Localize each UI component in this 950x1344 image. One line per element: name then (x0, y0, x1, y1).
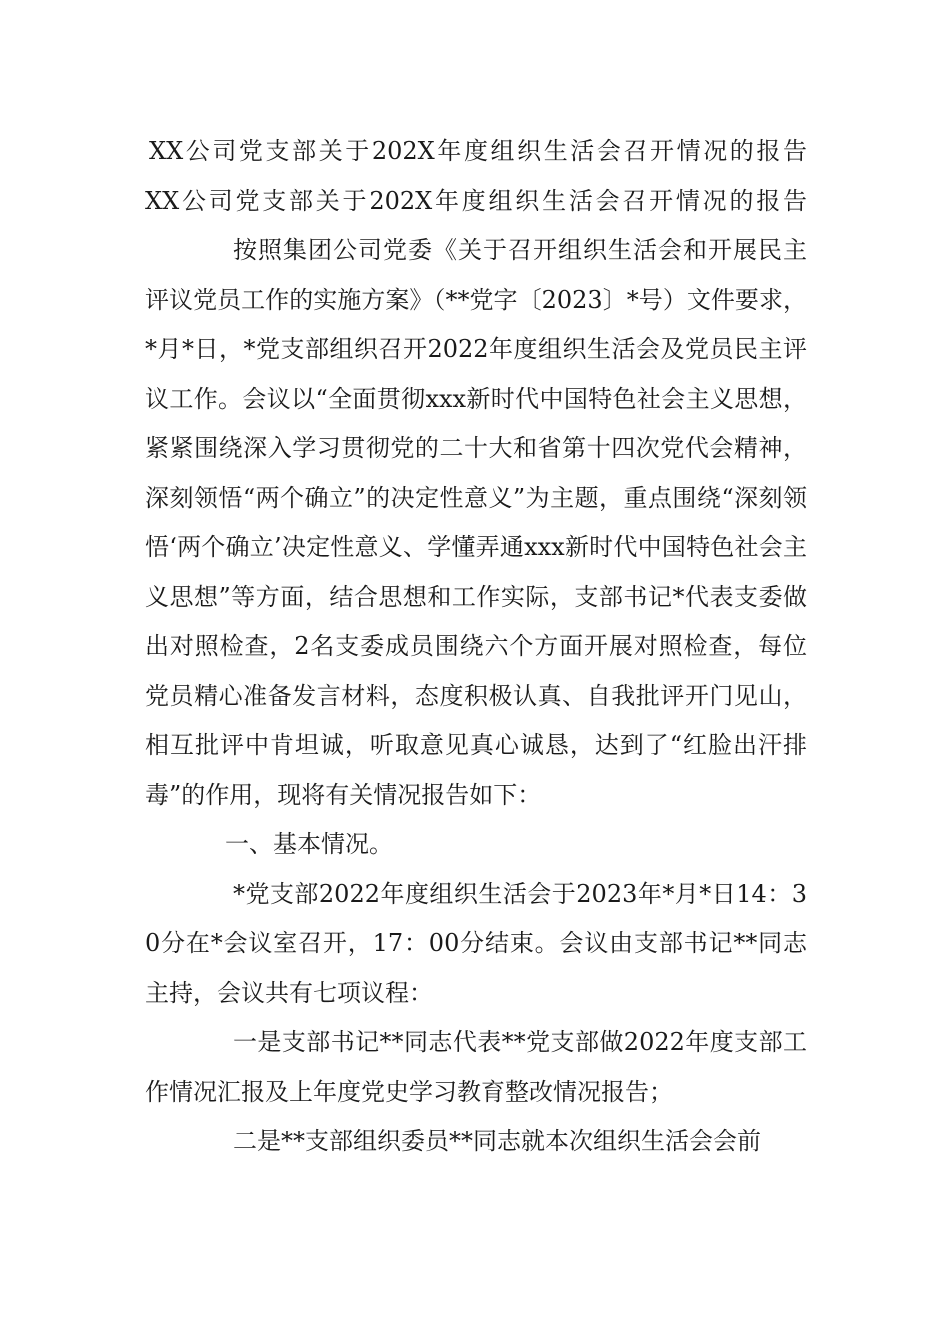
document-title: XX公司党支部关于202X年度组织生活会召开情况的报告 (149, 137, 807, 165)
paragraph-intro: 按照集团公司党委《关于召开组织生活会和开展民主评议党员工作的实施方案》（**党字〔2023〕*号）文件要求，*月*日，*党支部组织召开2022年度组织生活会及党员民主评议工作。会议以“全面贯彻xxx新时代中国特色社会主义思想，紧紧围绕深入学习贯彻党的二十大和省第十四次党代会精神，深刻领悟“两个确立”的决定性意义”为主题，重点围绕“深刻领悟‘两个确立’决定性意义、学懂弄通xxx新时代中国特色社会主义思想”等方面，结合思想和工作实际，支部书记*代表支委做出对照检查，2名支委成员围绕六个方面开展对照检查，每位党员精心准备发言材料，态度积极认真、自我批评开门见山，相互批评中肯坦诚，听取意见真心诚恳，达到了“红脸出汗排毒”的作用，现将有关情况报告如下： (145, 236, 807, 809)
paragraph-meeting-info: *党支部2022年度组织生活会于2023年*月*日14：30分在*会议室召开，17：00分结束。会议由支部书记**同志主持，会议共有七项议程： (145, 879, 807, 1007)
document-body (145, 126, 807, 1167)
paragraph-agenda-item-1: 一是支部书记**同志代表**党支部做2022年度支部工作情况汇报及上年度党史学习教育整改情况报告； (145, 1028, 807, 1106)
document-title-repeat: XX公司党支部关于202X年度组织生活会召开情况的报告 (145, 187, 807, 215)
section-heading-basic-info: 一、基本情况。 (225, 830, 393, 858)
paragraph-agenda-item-2: 二是**支部组织委员**同志就本次组织生活会会前 (233, 1127, 761, 1155)
